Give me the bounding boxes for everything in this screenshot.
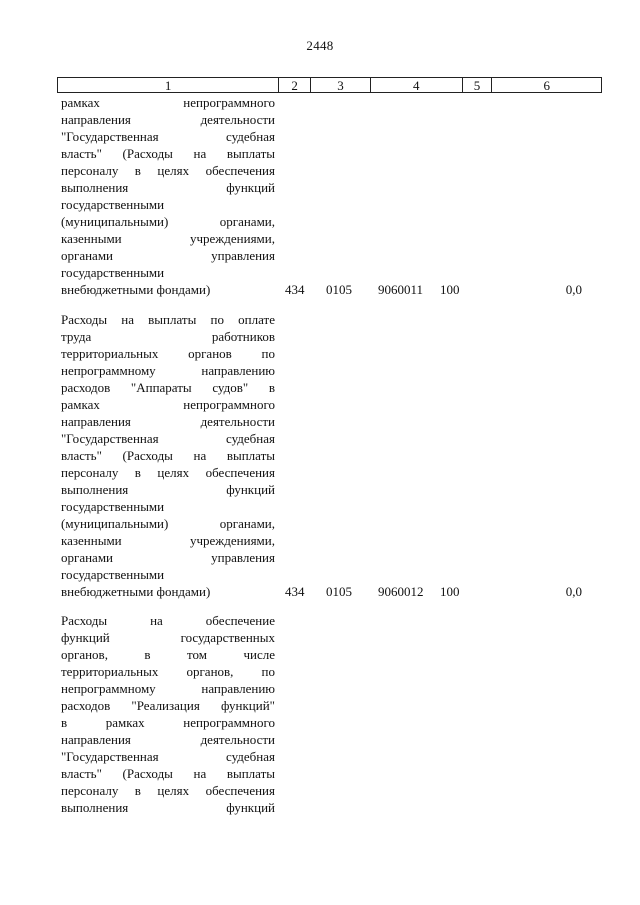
desc-line: казенными учреждениями, — [61, 231, 275, 246]
desc-line: в рамках непрограммного — [61, 715, 275, 730]
desc-line: казенными учреждениями, — [61, 533, 275, 548]
desc-line: власть" (Расходы на выплаты — [61, 448, 275, 463]
desc-line: направления деятельности — [61, 414, 275, 429]
desc-line: расходов "Реализация функций" — [61, 698, 275, 713]
desc-line: рамках непрограммного — [61, 95, 275, 110]
row-col-4: 9060011 — [378, 282, 424, 297]
desc-line: выполнения функций — [61, 800, 275, 815]
row-col-2: 434 — [285, 584, 305, 599]
row-col-5: 100 — [440, 584, 460, 599]
desc-line: государственными — [61, 567, 165, 582]
desc-line: органами управления — [61, 550, 275, 565]
desc-line: органов, в том числе — [61, 647, 275, 662]
desc-line: власть" (Расходы на выплаты — [61, 766, 275, 781]
row-col-6: 0,0 — [565, 584, 582, 599]
desc-line: внебюджетными фондами) — [61, 282, 211, 297]
desc-line: "Государственная судебная — [61, 129, 275, 144]
desc-line: расходов "Аппараты судов" в — [61, 380, 275, 395]
row-description — [61, 311, 275, 600]
desc-line: государственными — [61, 499, 165, 514]
desc-line: выполнения функций — [61, 482, 275, 497]
desc-line: "Государственная судебная — [61, 431, 275, 446]
desc-line: персоналу в целях обеспечения — [61, 163, 275, 178]
desc-line: выполнения функций — [61, 180, 275, 195]
desc-line: непрограммному направлению — [61, 681, 275, 696]
desc-line: Расходы на выплаты по оплате — [61, 312, 275, 327]
header-col-5: 5 — [463, 78, 493, 92]
desc-line: Расходы на обеспечение — [61, 613, 275, 628]
header-col-1: 1 — [58, 78, 279, 92]
table-row — [61, 311, 601, 600]
header-col-6: 6 — [543, 78, 550, 93]
desc-line: (муниципальными) органами, — [61, 214, 275, 229]
desc-line: "Государственная судебная — [61, 749, 275, 764]
row-col-3: 0105 — [326, 584, 352, 599]
desc-line: направления деятельности — [61, 732, 275, 747]
desc-line: государственными — [61, 197, 165, 212]
desc-line: непрограммному направлению — [61, 363, 275, 378]
desc-line: внебюджетными фондами) — [61, 584, 211, 599]
header-col-4: 4 — [371, 78, 463, 92]
table-header-row — [57, 77, 602, 93]
table-row — [61, 94, 601, 298]
header-col-2: 2 — [279, 78, 311, 92]
desc-line: государственными — [61, 265, 165, 280]
page-number: 2448 — [306, 38, 334, 53]
row-col-3: 0105 — [326, 282, 352, 297]
desc-line: рамках непрограммного — [61, 397, 275, 412]
row-description — [61, 94, 275, 298]
desc-line: персоналу в целях обеспечения — [61, 783, 275, 798]
header-col-3: 3 — [311, 78, 371, 92]
row-description — [61, 612, 275, 816]
desc-line: власть" (Расходы на выплаты — [61, 146, 275, 161]
row-col-5: 100 — [440, 282, 460, 297]
row-col-6: 0,0 — [565, 282, 582, 297]
desc-line: труда работников — [61, 329, 275, 344]
row-col-2: 434 — [285, 282, 305, 297]
desc-line: (муниципальными) органами, — [61, 516, 275, 531]
desc-line: персоналу в целях обеспечения — [61, 465, 275, 480]
desc-line: направления деятельности — [61, 112, 275, 127]
desc-line: функций государственных — [61, 630, 275, 645]
desc-line: территориальных органов, по — [61, 664, 275, 679]
desc-line: территориальных органов по — [61, 346, 275, 361]
row-col-4: 9060012 — [378, 584, 424, 599]
table-row — [61, 612, 601, 816]
desc-line: органами управления — [61, 248, 275, 263]
